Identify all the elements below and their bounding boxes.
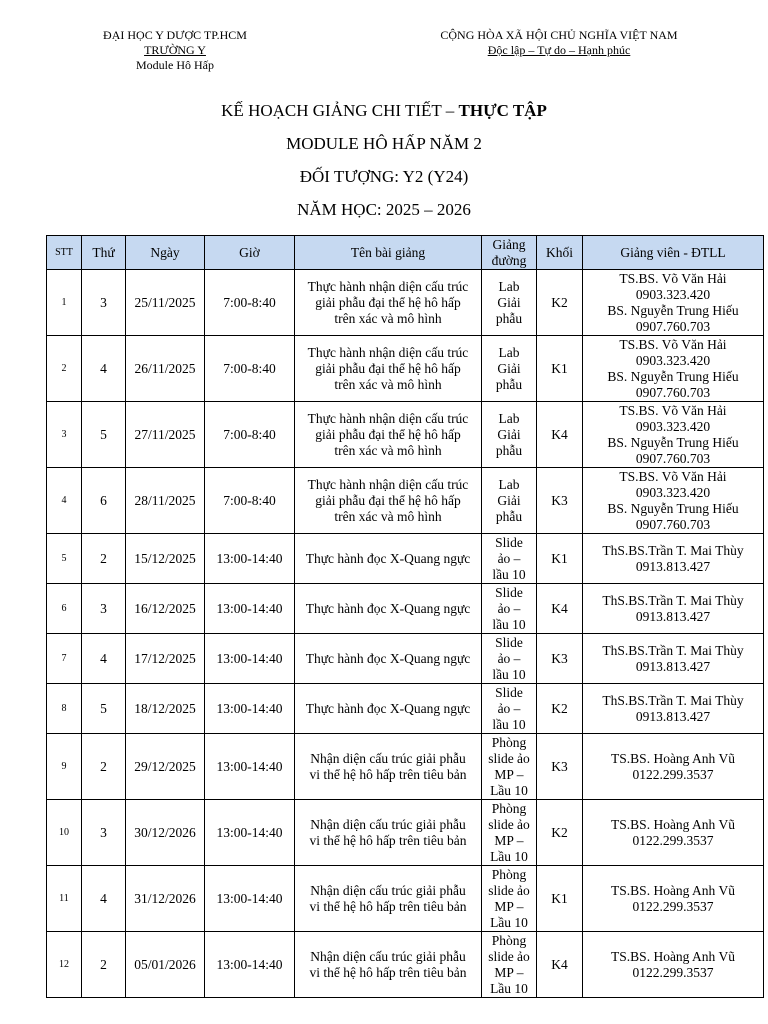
- table-row: [47, 468, 764, 534]
- cell-giang-duong: [482, 932, 537, 998]
- cell-line: Thực hành đọc X-Quang ngực: [305, 650, 471, 666]
- cell-ngay: 28/11/2025: [126, 468, 205, 534]
- cell-line: phẫu: [495, 310, 523, 326]
- cell-giang-duong: [482, 534, 537, 584]
- cell-gio: 13:00-14:40: [205, 932, 295, 998]
- cell-stt: 1: [47, 270, 82, 336]
- column-header-ngay: Ngày: [126, 236, 205, 270]
- cell-giang-duong: [482, 270, 537, 336]
- cell-ngay: 25/11/2025: [126, 270, 205, 336]
- column-header-khoi: Khối: [537, 236, 583, 270]
- cell-gio: 7:00-8:40: [205, 402, 295, 468]
- cell-line: trên xác và mô hình: [334, 376, 442, 392]
- title-prefix: KẾ HOẠCH GIẢNG CHI TIẾT –: [221, 101, 459, 120]
- cell-stt: 7: [47, 634, 82, 684]
- table-row: [47, 932, 764, 998]
- cell-line: Thực hành nhận diện cấu trúc: [307, 410, 469, 426]
- cell-line: Lab: [498, 344, 520, 360]
- cell-line: Slide: [495, 584, 523, 600]
- table-header-row: [47, 236, 764, 270]
- cell-line: Thực hành nhận diện cấu trúc: [307, 344, 469, 360]
- cell-stt: 6: [47, 584, 82, 634]
- cell-giang-duong: [482, 734, 537, 800]
- table-row: [47, 402, 764, 468]
- cell-line: Thực hành đọc X-Quang ngực: [305, 600, 471, 616]
- cell-gio: 13:00-14:40: [205, 634, 295, 684]
- cell-line: ThS.BS.Trần T. Mai Thùy: [602, 692, 744, 708]
- cell-giang-duong: [482, 468, 537, 534]
- cell-line: ảo –: [497, 600, 521, 616]
- cell-giang-vien: [583, 634, 764, 684]
- cell-line: Nhận diện cấu trúc giải phẫu: [310, 816, 466, 832]
- column-header-giang-duong: [482, 236, 537, 270]
- table-row: [47, 634, 764, 684]
- cell-stt: 2: [47, 336, 82, 402]
- column-header-giang-vien: Giảng viên - ĐTLL: [583, 236, 764, 270]
- module-name: Module Hô Hấp: [136, 58, 214, 72]
- cell-gio: 7:00-8:40: [205, 270, 295, 336]
- cell-khoi: K2: [537, 684, 583, 734]
- cell-line: TS.BS. Võ Văn Hải: [619, 468, 727, 484]
- cell-line: vi thể hệ hô hấp trên tiêu bản: [309, 832, 467, 848]
- cell-line: Lầu 10: [490, 914, 528, 930]
- cell-gio: 13:00-14:40: [205, 584, 295, 634]
- university-name: ĐẠI HỌC Y DƯỢC TP.HCM: [103, 28, 247, 42]
- cell-stt: 3: [47, 402, 82, 468]
- cell-giang-duong: [482, 634, 537, 684]
- column-header-ten-bai-giang: Tên bài giảng: [295, 236, 482, 270]
- cell-ngay: 29/12/2025: [126, 734, 205, 800]
- cell-line: slide ảo: [488, 948, 530, 964]
- cell-line: Thực hành nhận diện cấu trúc: [307, 476, 469, 492]
- table-row: [47, 336, 764, 402]
- cell-gio: 7:00-8:40: [205, 468, 295, 534]
- cell-khoi: K1: [537, 534, 583, 584]
- cell-line: TS.BS. Hoàng Anh Vũ: [611, 816, 735, 832]
- country-name: CỘNG HÒA XÃ HỘI CHỦ NGHĨA VIỆT NAM: [440, 28, 678, 42]
- cell-line: ảo –: [497, 550, 521, 566]
- cell-line: vi thể hệ hô hấp trên tiêu bản: [309, 964, 467, 980]
- cell-line: Giải: [497, 360, 521, 376]
- cell-khoi: K2: [537, 800, 583, 866]
- cell-line: Thực hành nhận diện cấu trúc: [307, 278, 469, 294]
- cell-stt: 11: [47, 866, 82, 932]
- cell-giang-vien: [583, 534, 764, 584]
- cell-line: ThS.BS.Trần T. Mai Thùy: [602, 542, 744, 558]
- cell-ten: [295, 584, 482, 634]
- column-header-stt: STT: [47, 236, 82, 270]
- cell-line: 0903.323.420: [635, 418, 711, 434]
- cell-gio: 7:00-8:40: [205, 336, 295, 402]
- cell-line: trên xác và mô hình: [334, 310, 442, 326]
- cell-thu: 3: [82, 584, 126, 634]
- title-line-1: [0, 96, 768, 129]
- cell-line: MP –: [494, 898, 524, 914]
- cell-line: giải phẫu đại thể hệ hô hấp: [315, 294, 461, 310]
- cell-line: Nhận diện cấu trúc giải phẫu: [310, 948, 466, 964]
- cell-giang-vien: [583, 932, 764, 998]
- cell-ten: [295, 932, 482, 998]
- cell-khoi: K3: [537, 734, 583, 800]
- cell-ngay: 16/12/2025: [126, 584, 205, 634]
- cell-line: giải phẫu đại thể hệ hô hấp: [315, 360, 461, 376]
- cell-line: Slide: [495, 684, 523, 700]
- cell-line: 0913.813.427: [635, 658, 711, 674]
- cell-line: trên xác và mô hình: [334, 508, 442, 524]
- cell-line: 0122.299.3537: [632, 766, 714, 782]
- cell-line: TS.BS. Võ Văn Hải: [619, 336, 727, 352]
- cell-line: lầu 10: [492, 616, 526, 632]
- cell-line: Lab: [498, 278, 520, 294]
- cell-giang-duong: [482, 584, 537, 634]
- cell-line: 0907.760.703: [635, 318, 711, 334]
- cell-line: Thực hành đọc X-Quang ngực: [305, 700, 471, 716]
- cell-line: MP –: [494, 832, 524, 848]
- cell-line: Phòng: [491, 734, 527, 750]
- cell-ten: [295, 468, 482, 534]
- cell-giang-vien: [583, 684, 764, 734]
- cell-khoi: K3: [537, 634, 583, 684]
- cell-giang-vien: [583, 800, 764, 866]
- cell-line: ảo –: [497, 650, 521, 666]
- title-bold: THỰC TẬP: [458, 101, 547, 120]
- cell-giang-vien: [583, 734, 764, 800]
- cell-thu: 2: [82, 534, 126, 584]
- cell-ten: [295, 336, 482, 402]
- cell-ten: [295, 402, 482, 468]
- cell-line: slide ảo: [488, 882, 530, 898]
- cell-gio: 13:00-14:40: [205, 800, 295, 866]
- cell-thu: 6: [82, 468, 126, 534]
- cell-line: BS. Nguyễn Trung Hiếu: [607, 302, 739, 318]
- cell-line: MP –: [494, 766, 524, 782]
- cell-line: TS.BS. Hoàng Anh Vũ: [611, 948, 735, 964]
- cell-giang-vien: [583, 336, 764, 402]
- table-row: [47, 734, 764, 800]
- cell-khoi: K4: [537, 402, 583, 468]
- table-row: [47, 800, 764, 866]
- cell-ten: [295, 684, 482, 734]
- cell-line: BS. Nguyễn Trung Hiếu: [607, 500, 739, 516]
- cell-gio: 13:00-14:40: [205, 866, 295, 932]
- cell-ngay: 27/11/2025: [126, 402, 205, 468]
- cell-line: giải phẫu đại thể hệ hô hấp: [315, 426, 461, 442]
- cell-line: Slide: [495, 634, 523, 650]
- cell-gio: 13:00-14:40: [205, 734, 295, 800]
- cell-line: Thực hành đọc X-Quang ngực: [305, 550, 471, 566]
- cell-ten: [295, 866, 482, 932]
- cell-line: BS. Nguyễn Trung Hiếu: [607, 434, 739, 450]
- cell-line: 0913.813.427: [635, 608, 711, 624]
- cell-line: Giải: [497, 492, 521, 508]
- title-line-4: NĂM HỌC: 2025 – 2026: [297, 200, 471, 219]
- cell-line: Lầu 10: [490, 980, 528, 996]
- cell-thu: 4: [82, 336, 126, 402]
- cell-ngay: 17/12/2025: [126, 634, 205, 684]
- cell-line: 0913.813.427: [635, 558, 711, 574]
- cell-giang-duong: [482, 800, 537, 866]
- cell-line: ThS.BS.Trần T. Mai Thùy: [602, 592, 744, 608]
- cell-line: Lầu 10: [490, 848, 528, 864]
- cell-line: slide ảo: [488, 816, 530, 832]
- cell-giang-vien: [583, 584, 764, 634]
- cell-ngay: 15/12/2025: [126, 534, 205, 584]
- cell-line: TS.BS. Hoàng Anh Vũ: [611, 882, 735, 898]
- cell-thu: 3: [82, 270, 126, 336]
- cell-line: 0907.760.703: [635, 384, 711, 400]
- column-header-gio: Giờ: [205, 236, 295, 270]
- cell-ten: [295, 534, 482, 584]
- cell-giang-vien: [583, 270, 764, 336]
- document-title-block: [0, 96, 768, 228]
- cell-stt: 5: [47, 534, 82, 584]
- column-header-thu: Thứ: [82, 236, 126, 270]
- table-row: [47, 684, 764, 734]
- header-line: đường: [491, 252, 527, 268]
- institution-header: [70, 28, 280, 73]
- cell-ngay: 05/01/2026: [126, 932, 205, 998]
- cell-line: Giải: [497, 294, 521, 310]
- cell-line: 0903.323.420: [635, 484, 711, 500]
- title-line-3: ĐỐI TƯỢNG: Y2 (Y24): [299, 167, 469, 186]
- title-line-2: MODULE HÔ HẤP NĂM 2: [286, 134, 482, 153]
- cell-giang-vien: [583, 468, 764, 534]
- cell-line: lầu 10: [492, 566, 526, 582]
- national-header: [415, 28, 703, 58]
- cell-line: Nhận diện cấu trúc giải phẫu: [310, 882, 466, 898]
- cell-thu: 2: [82, 734, 126, 800]
- table-body: [47, 270, 764, 998]
- cell-stt: 12: [47, 932, 82, 998]
- cell-ngay: 31/12/2026: [126, 866, 205, 932]
- cell-ngay: 30/12/2026: [126, 800, 205, 866]
- cell-line: slide ảo: [488, 750, 530, 766]
- cell-line: TS.BS. Võ Văn Hải: [619, 402, 727, 418]
- cell-thu: 4: [82, 866, 126, 932]
- cell-line: trên xác và mô hình: [334, 442, 442, 458]
- cell-line: giải phẫu đại thể hệ hô hấp: [315, 492, 461, 508]
- cell-line: Lab: [498, 476, 520, 492]
- cell-thu: 3: [82, 800, 126, 866]
- cell-giang-vien: [583, 866, 764, 932]
- cell-giang-duong: [482, 402, 537, 468]
- cell-stt: 9: [47, 734, 82, 800]
- national-motto: Độc lập – Tự do – Hạnh phúc: [487, 43, 631, 57]
- cell-giang-duong: [482, 866, 537, 932]
- cell-line: 0122.299.3537: [632, 964, 714, 980]
- cell-giang-duong: [482, 336, 537, 402]
- cell-khoi: K4: [537, 584, 583, 634]
- cell-khoi: K3: [537, 468, 583, 534]
- cell-line: phẫu: [495, 442, 523, 458]
- schedule-table: [46, 235, 764, 998]
- cell-line: 0907.760.703: [635, 450, 711, 466]
- cell-line: lầu 10: [492, 716, 526, 732]
- cell-line: lầu 10: [492, 666, 526, 682]
- cell-khoi: K1: [537, 866, 583, 932]
- cell-thu: 4: [82, 634, 126, 684]
- cell-line: ThS.BS.Trần T. Mai Thùy: [602, 642, 744, 658]
- cell-ten: [295, 270, 482, 336]
- cell-line: 0122.299.3537: [632, 898, 714, 914]
- cell-gio: 13:00-14:40: [205, 684, 295, 734]
- cell-ten: [295, 800, 482, 866]
- cell-ngay: 18/12/2025: [126, 684, 205, 734]
- cell-line: 0907.760.703: [635, 516, 711, 532]
- cell-stt: 8: [47, 684, 82, 734]
- table-row: [47, 270, 764, 336]
- cell-ten: [295, 734, 482, 800]
- cell-line: Phòng: [491, 800, 527, 816]
- cell-line: vi thể hệ hô hấp trên tiêu bản: [309, 898, 467, 914]
- cell-thu: 5: [82, 684, 126, 734]
- cell-giang-duong: [482, 684, 537, 734]
- school-name: TRƯỜNG Y: [144, 43, 206, 57]
- header-line: Giảng: [492, 236, 526, 252]
- cell-line: 0122.299.3537: [632, 832, 714, 848]
- cell-line: MP –: [494, 964, 524, 980]
- cell-thu: 2: [82, 932, 126, 998]
- cell-stt: 10: [47, 800, 82, 866]
- cell-khoi: K4: [537, 932, 583, 998]
- cell-line: 0903.323.420: [635, 286, 711, 302]
- cell-line: Giải: [497, 426, 521, 442]
- cell-line: TS.BS. Hoàng Anh Vũ: [611, 750, 735, 766]
- cell-stt: 4: [47, 468, 82, 534]
- cell-line: vi thể hệ hô hấp trên tiêu bản: [309, 766, 467, 782]
- cell-line: phẫu: [495, 508, 523, 524]
- cell-line: TS.BS. Võ Văn Hải: [619, 270, 727, 286]
- cell-thu: 5: [82, 402, 126, 468]
- cell-line: Phòng: [491, 866, 527, 882]
- cell-line: 0903.323.420: [635, 352, 711, 368]
- cell-khoi: K2: [537, 270, 583, 336]
- cell-ten: [295, 634, 482, 684]
- cell-line: Lab: [498, 410, 520, 426]
- cell-line: 0913.813.427: [635, 708, 711, 724]
- cell-ngay: 26/11/2025: [126, 336, 205, 402]
- cell-line: ảo –: [497, 700, 521, 716]
- cell-giang-vien: [583, 402, 764, 468]
- cell-line: Phòng: [491, 932, 527, 948]
- table-row: [47, 584, 764, 634]
- table-row: [47, 534, 764, 584]
- cell-line: BS. Nguyễn Trung Hiếu: [607, 368, 739, 384]
- cell-line: Lầu 10: [490, 782, 528, 798]
- table-row: [47, 866, 764, 932]
- cell-line: Slide: [495, 534, 523, 550]
- cell-khoi: K1: [537, 336, 583, 402]
- cell-line: Nhận diện cấu trúc giải phẫu: [310, 750, 466, 766]
- cell-gio: 13:00-14:40: [205, 534, 295, 584]
- cell-line: phẫu: [495, 376, 523, 392]
